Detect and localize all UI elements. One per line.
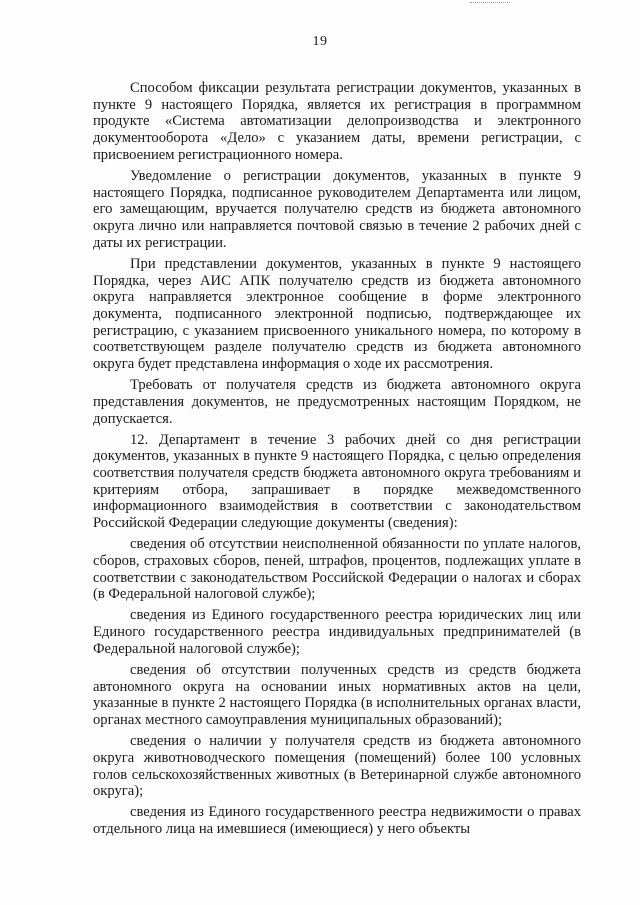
list-item-no-other-funds: сведения об отсутствии полученных средств из средств бюджета автономного округа на основании иных нормативных актов на цели, указанные в пункте 2 настоящего Порядка (в исполнительных органах власти, органах местного самоуправления муниципальных образований); (93, 661, 581, 729)
list-item-state-register: сведения из Единого государственного реестра юридических лиц или Единого государственного реестра индивидуальных предпринимателей (в Федеральной налоговой службе); (93, 607, 581, 657)
paragraph-registration-notice: Уведомление о регистрации документов, указанных в пункте 9 настоящего Порядка, подписанное руководителем Департамента или лицом, его замещающим, вручается получателю средств из бюджета автономного округа лично или направляется почтовой связью в течение 2 рабочих дней с даты их регистрации. (93, 167, 581, 251)
list-item-tax-debt: сведения об отсутствии неисполненной обязанности по уплате налогов, сборов, страховых сборов, пеней, штрафов, процентов, подлежащих уплате в соответствии с законодательством Российской Федерации о налогах и сборах (в Федеральной налоговой службе); (93, 536, 581, 603)
document-body (93, 80, 581, 838)
list-item-livestock-premises: сведения о наличии у получателя средств из бюджета автономного округа животноводческого помещения (помещений) более 100 условных голов сельскохозяйственных животных (в Ветеринарной службе автономного округа); (93, 733, 581, 800)
list-item-real-estate-register: сведения из Единого государственного реестра недвижимости о правах отдельного лица на имевшиеся (имеющиеся) у него объекты (93, 804, 581, 838)
paragraph-item-12: 12. Департамент в течение 3 рабочих дней со дня регистрации документов, указанных в пункте 9 настоящего Порядка, с целью определения соответствия получателя средств бюджета автономного округа требованиям и критериям отбора, запрашивает в порядке межведомственного информационного взаимодействия в соответствии с законодательством Российской Федерации следующие документы (сведения): (93, 431, 581, 532)
page-number: 19 (312, 34, 328, 49)
scan-mark (470, 2, 510, 6)
paragraph-ais-apk: При представлении документов, указанных в пункте 9 настоящего Порядка, через АИС АПК получателю средств из бюджета автономного округа направляется электронное сообщение в форме электронного документа, подписанного электронной подписью, подтверждающее их регистрацию, с указанием присвоенного уникального номера, по которому в соответствующем разделе получателю средств из бюджета автономного округа будет представлена информация о ходе их рассмотрения. (93, 255, 581, 373)
paragraph-no-extra-documents: Требовать от получателя средств из бюджета автономного округа представления документов, не предусмотренных настоящим Порядком, не допускается. (93, 377, 581, 427)
paragraph-registration-method: Способом фиксации результата регистрации документов, указанных в пункте 9 настоящего Порядка, является их регистрация в программном продукте «Система автоматизации делопроизводства и электронного документооборота «Дело» с указанием даты, времени регистрации, с присвоением регистрационного номера. (93, 80, 581, 163)
